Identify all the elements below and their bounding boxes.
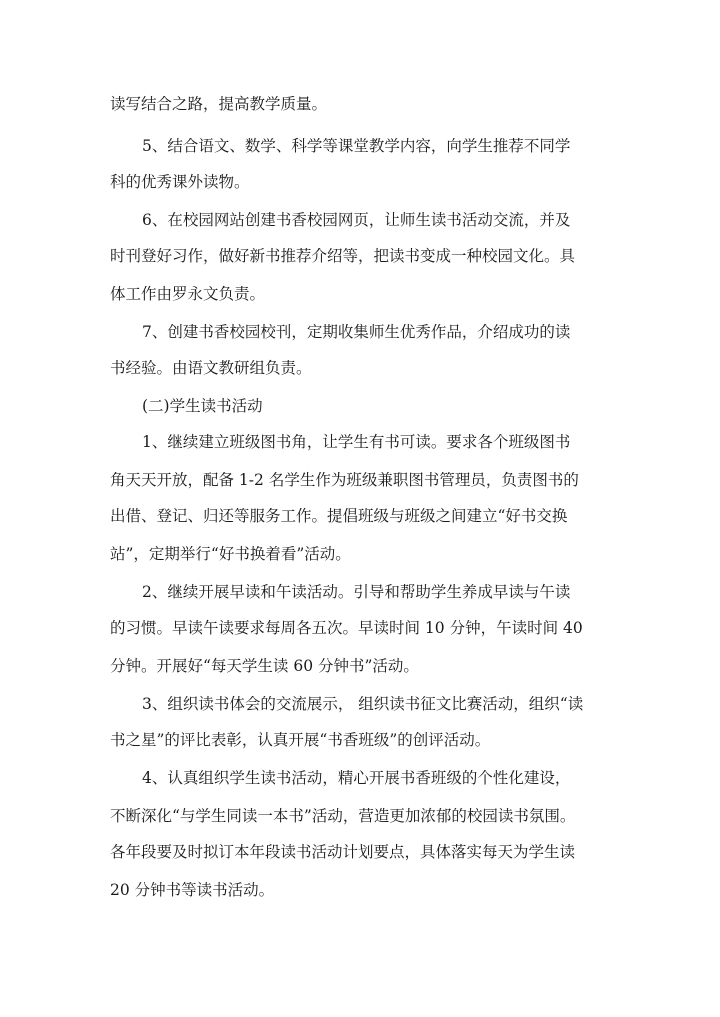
text-line: 5、结合语文、数学、科学等课堂教学内容，向学生推荐不同学: [142, 137, 571, 155]
text-line: 站”，定期举行“好书换着看”活动。: [110, 545, 351, 563]
text-line: 不断深化“与学生同读一本书”活动，营造更加浓郁的校园读书氛围。: [110, 807, 576, 825]
text-line: 时刊登好习作，做好新书推荐介绍等，把读书变成一种校园文化。具: [110, 247, 576, 265]
text-line: 3、组织读书体会的交流展示， 组织读书征文比赛活动，组织“读: [142, 695, 584, 713]
text-line: 科的优秀课外读物。: [110, 173, 250, 191]
text-line: 7、创建书香校园校刊，定期收集师生优秀作品，介绍成功的读: [142, 323, 571, 341]
section-heading: (二)学生读书活动: [142, 397, 263, 415]
text-line: 1、继续建立班级图书角，让学生有书可读。要求各个班级图书: [142, 433, 571, 451]
text-line: 6、在校园网站创建书香校园网页，让师生读书活动交流，并及: [142, 211, 571, 229]
text-line: 分钟。开展好“每天学生读 60 分钟书”活动。: [110, 657, 419, 675]
text-line: 各年段要及时拟订本年段读书活动计划要点，具体落实每天为学生读: [110, 843, 576, 861]
text-line: 书经验。由语文教研组负责。: [110, 359, 312, 377]
text-line: 角天天开放，配备 1-2 名学生作为班级兼职图书管理员，负责图书的: [110, 471, 579, 489]
text-line: 出借、登记、归还等服务工作。提倡班级与班级之间建立“好书交换: [110, 507, 568, 525]
text-line: 读写结合之路，提高教学质量。: [110, 95, 328, 113]
text-line: 的习惯。早读午读要求每周各五次。早读时间 10 分钟，午读时间 40: [110, 619, 583, 637]
text-line: 体工作由罗永文负责。: [110, 285, 266, 303]
text-line: 4、认真组织学生读书活动，精心开展书香班级的个性化建设，: [142, 769, 571, 787]
text-line: 2、继续开展早读和午读活动。引导和帮助学生养成早读与午读: [142, 583, 571, 601]
text-line: 书之星”的评比表彰，认真开展“书香班级”的创评活动。: [110, 731, 491, 749]
text-line: 20 分钟书等读书活动。: [110, 881, 275, 899]
